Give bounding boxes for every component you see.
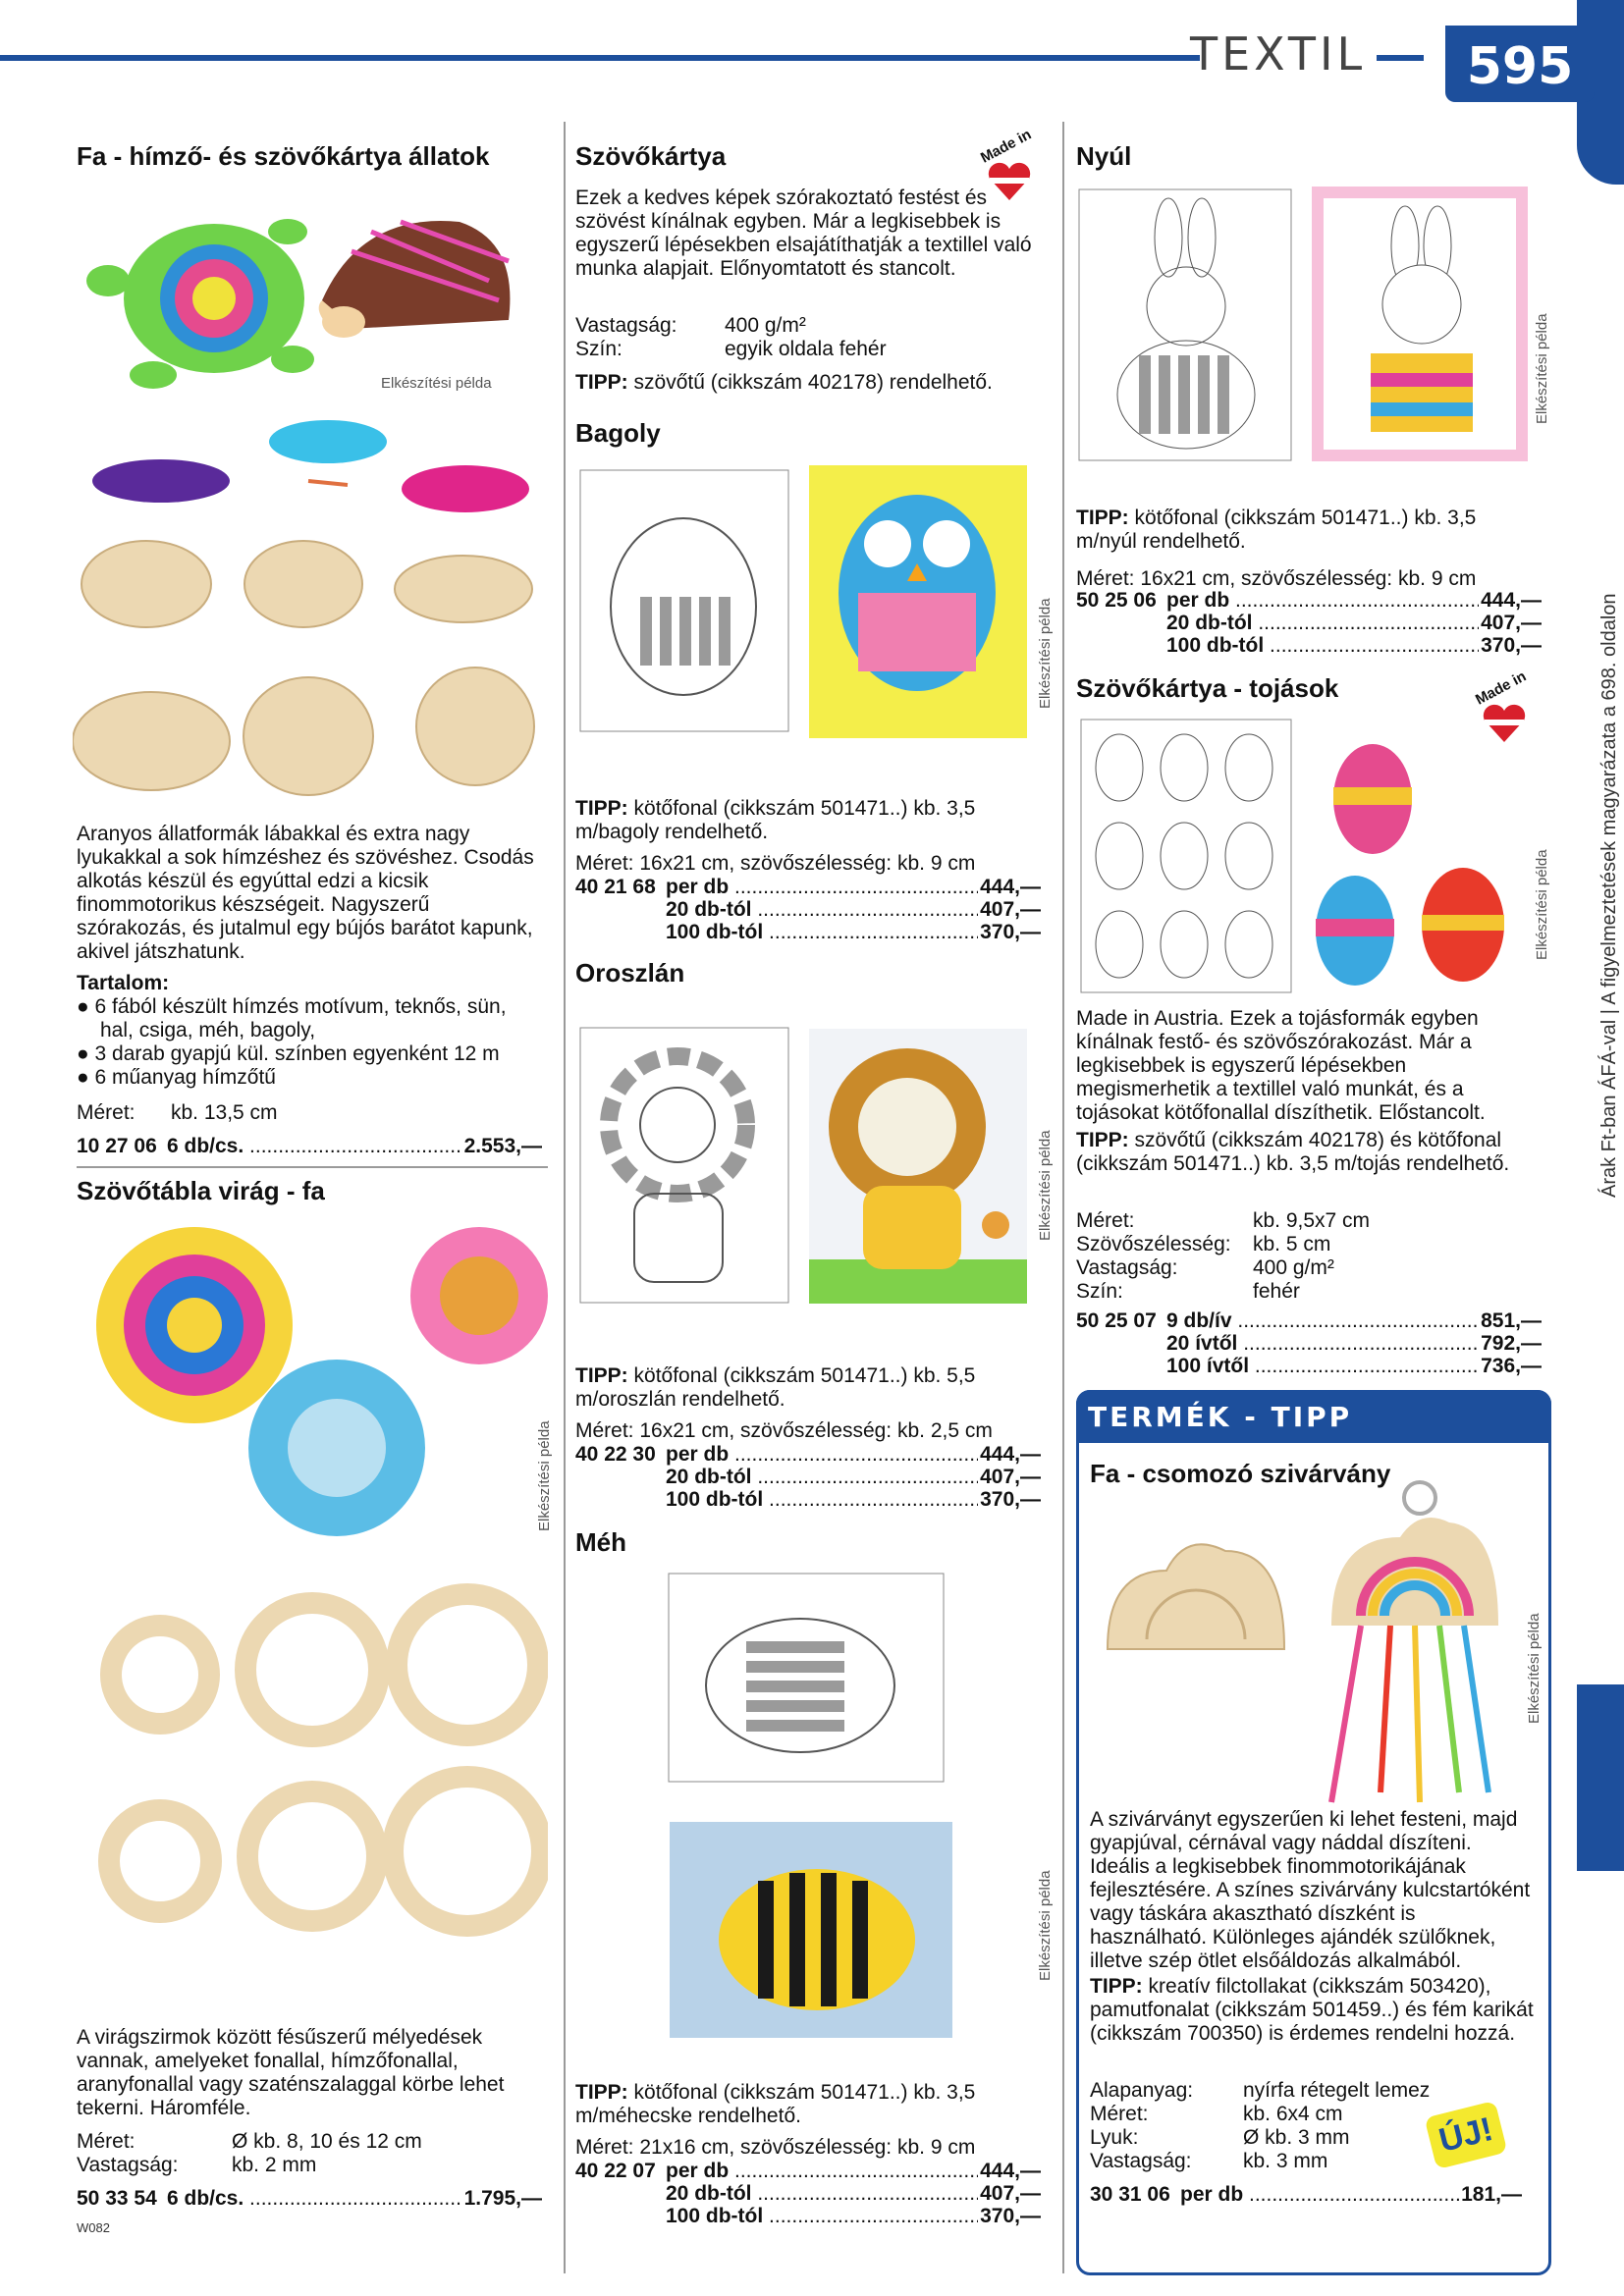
price-table [1090,2183,1522,2206]
tip-text: TIPP: kötőfonal (cikkszám 501471..) kb. 3,5 m/méhecske rendelhető. [575,2081,976,2127]
rainbow-example-image [1312,1478,1508,1812]
product-description: Made in Austria. Ezek a tojásformák egyben kínálnak festő- és szövőszórakozást. Már a legkisebbek is egyszerű lépésekben megismerhetik a textillel való munkát, és a tojásokat kötőfonallal díszíthetik. Előstancolt. [1076,1007,1486,1124]
spec-list [1076,1209,1370,1304]
price-table [575,876,1041,943]
spec-row: Szövőszélesség: kb. 5 cm [1076,1233,1331,1255]
spec-row: Szín: egyik oldala fehér [575,338,887,360]
bee-template-image [668,1573,945,1783]
owl-example-image [809,465,1027,738]
example-caption: Elkészítési példa [1526,1613,1543,1724]
price-table [1076,589,1542,657]
wooden-rings-image [77,1576,548,1999]
price-row: 20 db-tól ..... 407,— [575,898,1041,921]
header-rule-right [1377,55,1424,61]
product-description: Aranyos állatformák lábakkal és extra nagy lyukakkal a sok hímzéshez és szövéshez. Csodás alkotás készül és egyúttal edzi a kicsik finommotorikus készségeit. Nagyszerű szórakozás, és jutalmul egy bújós barátot kapunk, akivel játszhatunk. [77,823,534,963]
size-text: Méret: 16x21 cm, szövőszélesség: kb. 9 cm [575,852,976,875]
price-table [575,1443,1041,1511]
tip-text: TIPP: kötőfonal (cikkszám 501471..) kb. 5,5 m/oroszlán rendelhető. [575,1364,976,1411]
side-note: Árak Ft-ban ÁFÁ-val | A figyelmeztetések magyarázata a 698. oldalon [1598,593,1620,1198]
spec-row: Lyuk: Ø kb. 3 mm [1090,2126,1350,2149]
example-caption: Elkészítési példa [536,1420,553,1531]
price-row: 30 31 06 per db ..... 181,— [1090,2183,1522,2206]
product-description: A virágszirmok között fésűszerű mélyedések vannak, amelyeket fonallal, hímzőfonallal, aranyfonallal vagy szaténszalaggal körbe lehet tekerni. Háromféle. [77,2026,505,2119]
price-row: 100 db-tól ..... 370,— [1076,634,1542,657]
tip-text: TIPP: szövőtű (cikkszám 402178) és kötőfonal (cikkszám 501471..) kb. 3,5 m/tojás rendelhető. [1076,1129,1510,1175]
price-row: 20 db-tól ..... 407,— [575,1466,1041,1488]
lion-example-image [809,1029,1027,1304]
section-divider [77,1166,548,1168]
price-row: 50 25 07 9 db/ív ..... 851,— [1076,1309,1542,1332]
new-badge: ÚJ! [1425,2101,1508,2169]
header-rule [0,55,1200,61]
lion-template-image [579,1027,789,1304]
price-row: 50 33 54 6 db/cs. ..... 1.795,— [77,2187,542,2210]
price-row: 20 ívtől ..... 792,— [1076,1332,1542,1355]
price-row: 10 27 06 6 db/cs. ..... 2.553,— [77,1135,542,1157]
price-row: 50 25 06 per db ..... 444,— [1076,589,1542,612]
contents-list [77,995,542,1090]
product-tip-header: TERMÉK - TIPP [1076,1390,1551,1443]
spec-row: Vastagság: kb. 3 mm [1090,2150,1328,2172]
product-title: Szövőkártya - tojások [1076,673,1339,703]
price-row: 100 db-tól ..... 370,— [575,1488,1041,1511]
example-caption: Elkészítési példa [1037,1130,1054,1241]
yarn-image [73,412,544,520]
footer-code: W082 [77,2220,110,2235]
flower-weaving-image [77,1217,548,1551]
made-in-austria-logo: Made in [1467,679,1540,746]
wooden-shapes-image [73,530,544,825]
product-title: Nyúl [1076,141,1132,171]
contents-item: ● 3 darab gyapjú kül. színben egyenként 12 m [77,1042,500,1065]
price-row: 20 db-tól ..... 407,— [1076,612,1542,634]
spec-list [1090,2079,1430,2173]
size-label: Méret: [77,1101,135,1124]
spec-list [575,314,887,361]
price-row: 20 db-tól ..... 407,— [575,2182,1041,2205]
section-title: TEXTIL [1190,27,1367,80]
price-row: 100 db-tól ..... 370,— [575,2205,1041,2227]
example-caption: Elkészítési példa [1534,849,1550,960]
price-row: 100 ívtől ..... 736,— [1076,1355,1542,1377]
bee-example-image [670,1822,952,2038]
spec-row: Vastagság: 400 g/m² [1076,1256,1334,1279]
price-row: 100 db-tól ..... 370,— [575,921,1041,943]
product-title: Szövőtábla virág - fa [77,1176,325,1205]
example-caption: Elkészítési példa [1037,598,1054,709]
product-description: A szivárványt egyszerűen ki lehet festeni, majd gyapjúval, cérnával vagy náddal díszíteni. Ideális a legkisebbek finommotorikájának fejlesztésére. A színes szivárvány kulcstartóként vagy táskára akasztható díszként is használható. Különleges ajándék szülőknek, illetve szép ötlet elsőáldozás alkalmából. [1090,1808,1531,1972]
rainbow-blank-image [1098,1531,1294,1669]
product-title: Fa - hímző- és szövőkártya állatok [77,141,490,171]
product-title: Oroszlán [575,958,685,988]
price-row: 40 22 30 per db ..... 444,— [575,1443,1041,1466]
size-value: kb. 13,5 cm [171,1101,278,1124]
eggs-example-image [1306,709,1522,993]
owl-template-image [579,469,789,732]
spec-row: Alapanyag: nyírfa rétegelt lemez [1090,2079,1431,2102]
page-number: 595 [1445,26,1595,102]
spec-row: Méret: kb. 9,5x7 cm [1076,1209,1371,1232]
column-divider [564,122,566,2273]
tip-text: TIPP: kötőfonal (cikkszám 501471..) kb. 3,5 m/nyúl rendelhető. [1076,507,1477,553]
contents-item: ● 6 műanyag hímzőtű [77,1066,276,1089]
price-table [1076,1309,1542,1377]
column-divider [1062,122,1064,2273]
rabbit-example-image [1312,187,1528,461]
spec-list [77,2130,422,2177]
product-title: Bagoly [575,418,661,448]
edge-tab-bottom [1577,1684,1624,1871]
price-table [575,2160,1041,2227]
spec-row: Vastagság: kb. 2 mm [77,2154,317,2176]
example-caption: Elkészítési példa [1037,1870,1054,1981]
product-description: Ezek a kedves képek szórakoztató festést és szövést kínálnak egyben. Már a legkisebbek is egyszerű lépésekben elsajátíthatják a textillel való munka alapjait. Előnyomtatott és stancolt. [575,187,1032,280]
price-table [77,2187,542,2210]
spec-row: Méret: kb. 6x4 cm [1090,2103,1343,2125]
example-caption: Elkészítési példa [381,375,492,392]
animal-cards-image [86,183,526,389]
size-text: Méret: 21x16 cm, szövőszélesség: kb. 9 cm [575,2136,976,2159]
price-table [77,1135,542,1157]
spec-row: Méret: Ø kb. 8, 10 és 12 cm [77,2130,422,2153]
made-in-austria-logo: Made in [972,137,1045,204]
contents-item: ● 6 fából készült hímzés motívum, teknős, sün, hal, csiga, méh, bagoly, [77,995,507,1041]
rabbit-template-image [1078,188,1292,461]
tip-text: TIPP: kreatív filctollakat (cikkszám 503420), pamutfonalat (cikkszám 501459..) és fém karikát (cikkszám 700350) is érdemes rendelni hozzá. [1090,1975,1534,2045]
tip-text: TIPP: kötőfonal (cikkszám 501471..) kb. 3,5 m/bagoly rendelhető. [575,797,976,843]
spec-row: Szín: fehér [1076,1280,1300,1303]
example-caption: Elkészítési példa [1534,313,1550,424]
price-row: 40 21 68 per db ..... 444,— [575,876,1041,898]
spec-row: Vastagság: 400 g/m² [575,314,806,337]
size-text: Méret: 16x21 cm, szövőszélesség: kb. 9 cm [1076,567,1477,590]
tip-text: TIPP: szövőtű (cikkszám 402178) rendelhető. [575,371,993,394]
product-title: Szövőkártya [575,141,727,171]
price-row: 40 22 07 per db ..... 444,— [575,2160,1041,2182]
size-text: Méret: 16x21 cm, szövőszélesség: kb. 2,5 cm [575,1419,993,1442]
contents-label: Tartalom: [77,972,170,994]
eggs-template-image [1080,719,1292,993]
product-title: Méh [575,1527,626,1557]
product-title: Fa - csomozó szivárvány [1090,1459,1391,1488]
